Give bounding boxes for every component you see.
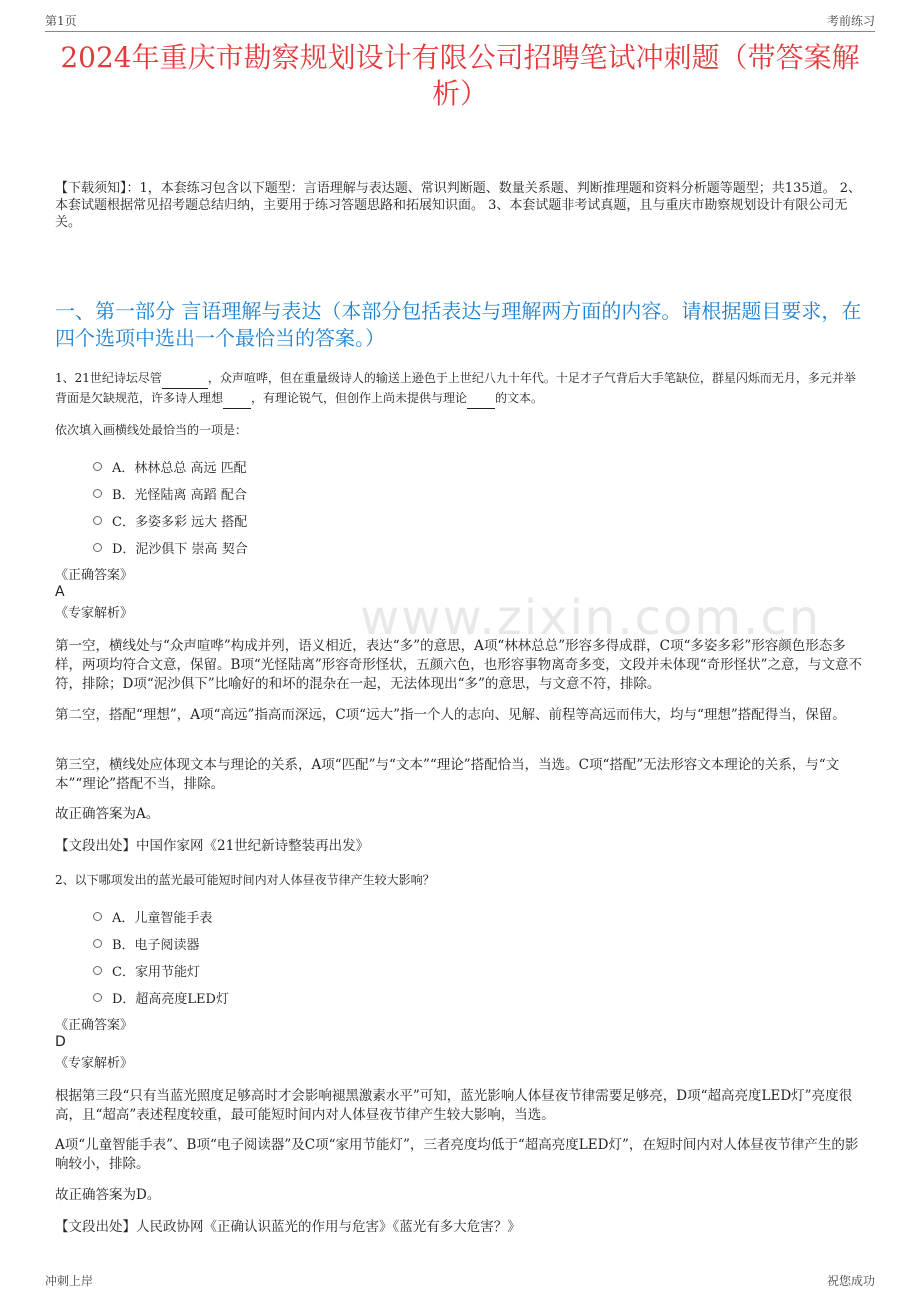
watermark: www.zixin.com.cn	[360, 590, 822, 646]
option-label: B．光怪陆离 高蹈 配合	[112, 488, 247, 503]
answer-label: 《正确答案》	[55, 568, 134, 583]
q1-stem-part: ，有理论锐气，但创作上尚未提供与理论	[251, 391, 468, 405]
header-divider	[45, 31, 875, 32]
question-2-stem: 2、以下哪项发出的蓝光最可能短时间内对人体昼夜节律产生较大影响？	[55, 873, 435, 887]
q1-stem-part: 的文本。	[495, 391, 544, 405]
blank-line	[162, 369, 208, 389]
option-label: C．家用节能灯	[112, 965, 200, 980]
analysis-conclusion: 故正确答案为D。	[55, 1187, 161, 1203]
option-label: D．泥沙俱下 崇高 契合	[112, 542, 248, 557]
option-a[interactable]	[93, 453, 248, 480]
analysis-label: 《专家解析》	[55, 1056, 134, 1071]
radio-icon[interactable]	[93, 543, 102, 552]
option-label: D．超高亮度LED灯	[112, 992, 229, 1007]
analysis-paragraph: A项“儿童智能手表”、B项“电子阅读器”及C项“家用节能灯”，三者亮度均低于“超高亮度LED灯”，在短时间内对人体昼夜节律产生的影响较小，排除。	[55, 1137, 859, 1172]
radio-icon[interactable]	[93, 993, 102, 1002]
page-header	[45, 12, 875, 32]
q1-stem-part: 1、21世纪诗坛尽管	[55, 371, 162, 385]
radio-icon[interactable]	[93, 966, 102, 975]
radio-icon[interactable]	[93, 939, 102, 948]
source-citation: 【文段出处】人民政协网《正确认识蓝光的作用与危害》《蓝光有多大危害？》	[55, 1219, 521, 1235]
analysis-paragraph: 第三空，横线处应体现文本与理论的关系，A项“匹配”与“文本”“理论”搭配恰当，当选。C项“搭配”无法形容文本理论的关系，与“文本”“理论”搭配不当，排除。	[55, 757, 840, 792]
option-d[interactable]	[93, 984, 229, 1011]
answer-value: D	[55, 1034, 66, 1050]
option-b[interactable]	[93, 480, 248, 507]
radio-icon[interactable]	[93, 912, 102, 921]
source-citation: 【文段出处】中国作家网《21世纪新诗整装再出发》	[55, 838, 370, 854]
blank-line	[467, 389, 495, 409]
footer-right: 祝您成功	[826, 1274, 875, 1288]
analysis-conclusion: 故正确答案为A。	[55, 806, 160, 822]
option-label: A．儿童智能手表	[112, 911, 213, 926]
analysis-label: 《专家解析》	[55, 606, 134, 621]
analysis-paragraph: 第一空，横线处与“众声喧哗”构成并列，语义相近，表达“多”的意思，A项“林林总总”形容多得成群，C项“多姿多彩”形容颜色形态多样，两项均符合文意，保留。B项“光怪陆离”形容奇形怪状，五颜六色，也形容事物离奇多变，文段并未体现“奇形怪状”之意，与文意不符，排除；D项“泥沙俱下”比喻好的和坏的混杂在一起，无法体现出“多”的意思，与文意不符，排除。	[55, 638, 863, 692]
download-notice: 【下载须知】：1，本套练习包含以下题型：言语理解与表达题、常识判断题、数量关系题、判断推理题和资料分析题等题型；共135道。 2、本套试题根据常见招考题总结归纳，主要用于练习答题思路和拓展知识面。 3、本套试题非考试真题，且与重庆市勘察规划设计有限公司无关。	[55, 181, 861, 230]
analysis-paragraph: 第二空，搭配“理想”，A项“高远”指高而深远，C项“远大”指一个人的志向、见解、前程等高远而伟大，均与“理想”搭配得当，保留。	[55, 707, 846, 723]
question-1-prompt: 依次填入画横线处最恰当的一项是：	[55, 423, 248, 437]
section-heading: 一、第一部分 言语理解与表达（本部分包括表达与理解两方面的内容。请根据题目要求，在四个选项中选出一个最恰当的答案。）	[55, 299, 862, 350]
question-1-options	[93, 453, 248, 561]
option-label: A．林林总总 高远 匹配	[112, 461, 247, 476]
option-c[interactable]	[93, 957, 229, 984]
question-1-stem	[55, 369, 865, 409]
option-a[interactable]	[93, 903, 229, 930]
header-label: 考前练习	[826, 14, 875, 28]
option-c[interactable]	[93, 507, 248, 534]
analysis-paragraph: 根据第三段“只有当蓝光照度足够高时才会影响褪黑激素水平”可知，蓝光影响人体昼夜节律需要足够亮，D项“超高亮度LED灯”亮度很高，且“超高”表述程度较重，最可能短时间内对人体昼夜节律产生较大影响，当选。	[55, 1088, 853, 1123]
page-number: 第1页	[45, 14, 77, 28]
question-2-options	[93, 903, 229, 1011]
answer-label: 《正确答案》	[55, 1018, 134, 1033]
radio-icon[interactable]	[93, 462, 102, 471]
option-label: B．电子阅读器	[112, 938, 200, 953]
radio-icon[interactable]	[93, 516, 102, 525]
q1-stem-part: ，众声喧哗，但在重量级诗人的输送上逊色于上世纪八九十年代。十足才子气背后大手笔缺位，群星闪烁而无月，多元并举背面是欠缺规范，许多诗人理想	[55, 371, 856, 405]
footer-left: 冲刺上岸	[45, 1274, 94, 1288]
blank-line	[223, 389, 251, 409]
document-title: 2024年重庆市勘察规划设计有限公司招聘笔试冲刺题（带答案解析）	[60, 41, 860, 110]
answer-value: A	[55, 584, 65, 600]
radio-icon[interactable]	[93, 489, 102, 498]
option-label: C．多姿多彩 远大 搭配	[112, 515, 248, 530]
option-d[interactable]	[93, 534, 248, 561]
option-b[interactable]	[93, 930, 229, 957]
